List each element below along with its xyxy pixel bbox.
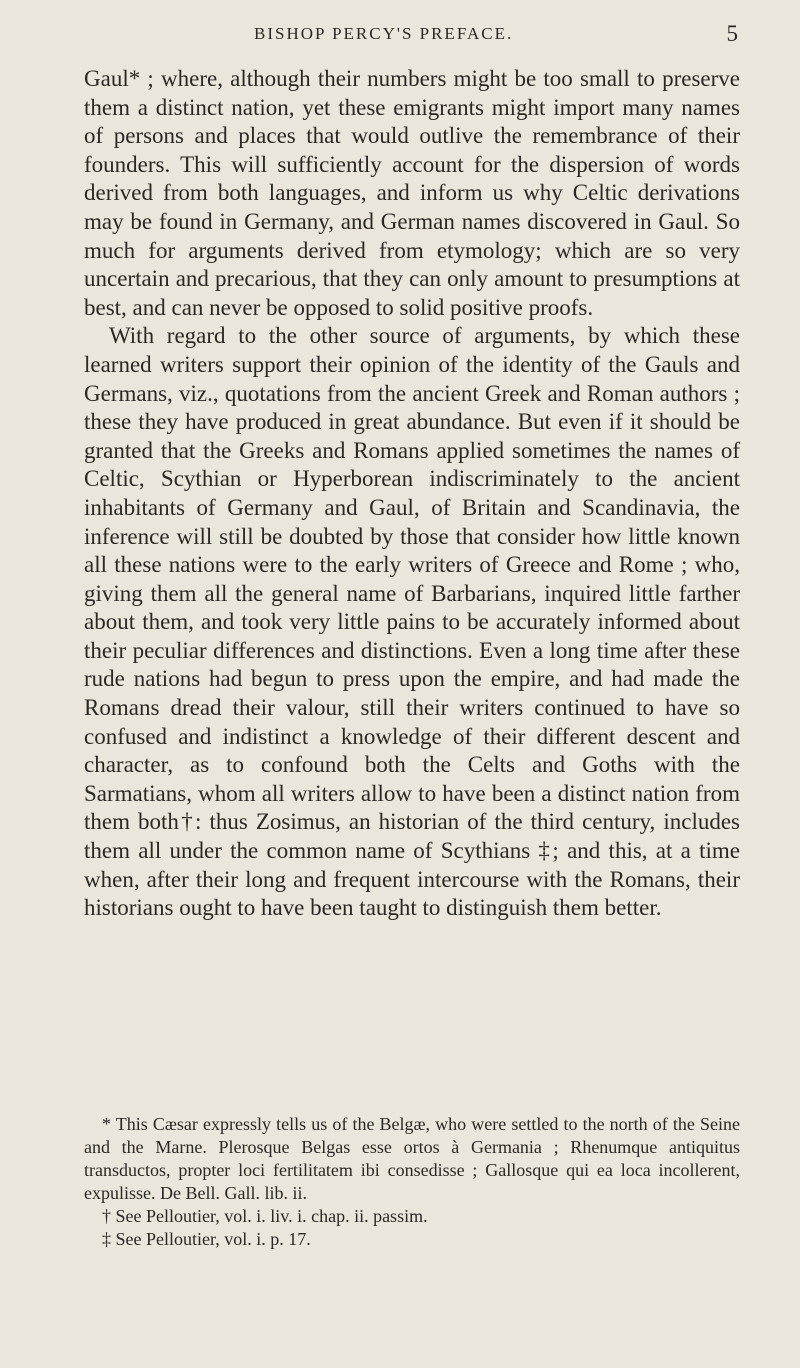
footnote: † See Pelloutier, vol. i. liv. i. chap. ii. passim. (102, 1206, 428, 1226)
running-head (84, 21, 740, 48)
running-title: BISHOP PERCY'S PREFACE. (254, 24, 514, 43)
footnote: ‡ See Pelloutier, vol. i. p. 17. (102, 1229, 311, 1249)
paragraph: With regard to the other source of arguments, by which these learned writers support their opinion of the identity of the Gauls and Germans, viz., quotations from the ancient Greek and Roman authors ; these they have produced in great abundance. But even if it should be granted that the Greeks and Romans applied sometimes the names of Celtic, Scythian or Hyperborean indiscriminately to the ancient inhabitants of Germany and Gaul, of Britain and Scandinavia, the inference will still be doubted by those that consider how little known all these nations were to the early writers of Greece and Rome ; who, giving them all the general name of Barbarians, inquired little farther about them, and took very little pains to be accurately informed about their peculiar differences and distinctions. Even a long time after these rude nations had begun to press upon the empire, and had made the Romans dread their valour, still their writers continued to have so confused and indistinct a knowledge of their different descent and character, as to confound both the Celts and Goths with the Sarmatians, whom all writers allow to have been a distinct nation from them both†: thus Zosimus, an historian of the third century, includes them all under the common name of Scythians ‡; and this, at a time when, after their long and frequent intercourse with the Romans, their historians ought to have been taught to distinguish them better. (84, 323, 740, 921)
footnotes (84, 1113, 740, 1251)
page-number: 5 (726, 21, 738, 46)
body-text (84, 65, 740, 923)
footnote: * This Cæsar expressly tells us of the Belgæ, who were settled to the north of the Seine and the Marne. Plerosque Belgas esse ortos à Germania ; Rhenumque antiquitus transductos, propter loci fertilitatem ibi consedisse ; Gallosque qui ea loca incollerent, expulisse. De Bell. Gall. lib. ii. (84, 1114, 740, 1203)
paragraph: Gaul* ; where, although their numbers might be too small to preserve them a distinct nation, yet these emigrants might import many names of persons and places that would outlive the remembrance of their founders. This will sufficiently account for the dispersion of words derived from both languages, and inform us why Celtic derivations may be found in Germany, and German names discovered in Gaul. So much for arguments derived from etymology; which are so very uncertain and precarious, that they can only amount to presumptions at best, and can never be opposed to solid positive proofs. (84, 66, 740, 320)
